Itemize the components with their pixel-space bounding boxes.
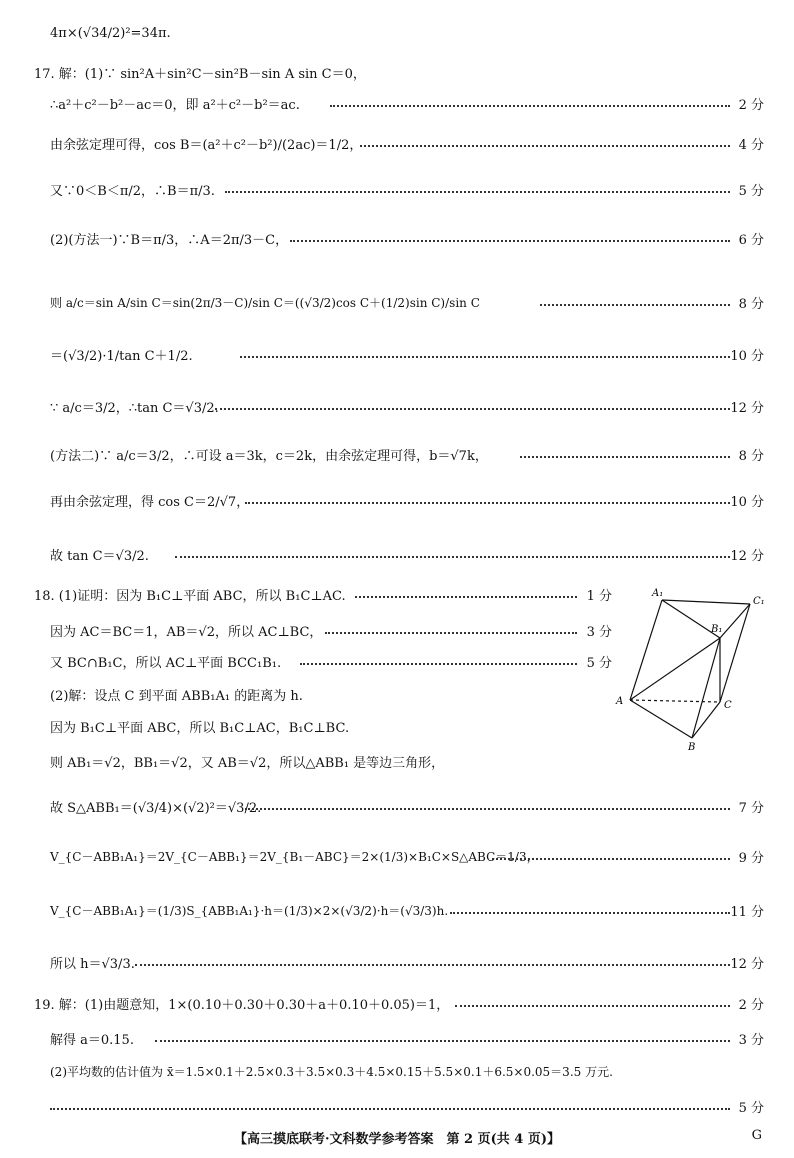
score-label: 4 分 [738,137,764,153]
answer-line [0,392,794,420]
line-text: 因为 AC＝BC＝1，AB＝√2，所以 AC⊥BC， [50,624,323,640]
score-label: 3 分 [738,1032,764,1048]
label-c1: C₁ [753,596,765,607]
score-label: 2 分 [738,997,764,1013]
answer-line [0,288,794,316]
label-c: C [724,700,732,711]
dot-leader [330,89,730,117]
dot-leader [245,792,730,820]
prism-figure [610,582,780,752]
answer-line [0,896,794,924]
edge-b-c [692,702,720,738]
line-text: 故 tan C＝√3/2. [50,548,149,564]
answer-line [0,440,794,468]
line-text: (2)解：设点 C 到平面 ABB₁A₁ 的距离为 h. [50,688,303,704]
answer-line [0,224,794,252]
line-text: 17. 解：(1)∵ sin²A＋sin²C－sin²B－sin A sin C＝0， [34,66,366,82]
score-label: 6 分 [738,232,764,248]
answer-line [0,129,794,157]
dot-leader [520,440,730,468]
dot-leader [135,948,730,976]
dot-leader [355,580,577,608]
line-text: 再由余弦定理，得 cos C＝2/√7， [50,494,250,510]
answer-line [0,486,794,514]
line-text: 18. (1)证明：因为 B₁C⊥平面 ABC，所以 B₁C⊥AC. [34,588,346,604]
dot-leader [175,540,730,568]
label-a1: A₁ [652,588,664,599]
score-label: 7 分 [738,800,764,816]
label-b1: B₁ [711,624,723,635]
line-text: 则 AB₁＝√2，BB₁＝√2，又 AB＝√2，所以△ABB₁ 是等边三角形， [50,755,445,771]
label-a: A [616,696,624,707]
page-footer [0,1126,794,1148]
dot-leader [215,392,730,420]
line-text: (2)平均数的估计值为 x̄＝1.5×0.1＋2.5×0.3＋3.5×0.3＋4.5×0.15＋5.5×0.1＋6.5×0.05＝3.5 万元. [50,1064,613,1079]
line-text: 所以 h＝√3/3. [50,956,135,972]
line-text: 解得 a＝0.15. [50,1032,134,1048]
footer-title: 【高三摸底联考·文科数学参考答案 第 2 页(共 4 页)】 [233,1132,561,1147]
dot-leader [50,1092,730,1120]
dot-leader [225,175,730,203]
score-label: 12 分 [730,400,764,416]
edge-b1-c1 [720,604,750,638]
dot-leader [155,1024,730,1052]
dot-leader [245,486,730,514]
score-label: 10 分 [730,494,764,510]
dot-leader [540,288,730,316]
answer-line [0,1057,794,1085]
answer-line [0,340,794,368]
score-label: 10 分 [730,348,764,364]
score-label: 5 分 [586,655,612,671]
line-text: 19. 解：(1)由题意知，1×(0.10＋0.30＋0.30＋a＋0.10＋0.05)＝1， [34,997,450,1013]
score-label: 11 分 [730,904,764,920]
line-text: (方法二)∵ a/c＝3/2，∴可设 a＝3k，c＝2k，由余弦定理可得，b＝√7k， [50,448,488,464]
answer-line [0,948,794,976]
dot-leader [492,842,730,870]
line-text: V_{C－ABB₁A₁}＝(1/3)S_{ABB₁A₁}·h＝(1/3)×2×(√3/2)·h＝(√3/3)h. [50,903,449,918]
answer-line [0,540,794,568]
edge-a-a1 [630,600,662,700]
line-text: V_{C－ABB₁A₁}＝2V_{C－ABB₁}＝2V_{B₁－ABC}＝2×(1/3)×B₁C×S△ABC＝1/3， [50,849,539,864]
dot-leader [300,647,577,675]
dot-leader [360,129,730,157]
footer-code: G [751,1128,762,1143]
line-text: (2)(方法一)∵B＝π/3，∴A＝2π/3－C， [50,232,289,248]
answer-line [0,175,794,203]
dot-leader [290,224,730,252]
edge-a-b [630,700,692,738]
edge-a-b1 [630,638,720,700]
edge-b-b1 [692,638,720,738]
edge-c1-c [720,604,750,702]
edge-a-c-hidden [630,700,720,702]
edge-a1-c1 [662,600,750,604]
line-text: 故 S△ABB₁＝(√3/4)×(√2)²＝√3/2. [50,800,262,816]
problem-17-header [0,58,794,86]
problem-19-header [0,989,794,1017]
score-label: 1 分 [586,588,612,604]
score-label: 2 分 [738,97,764,113]
label-b: B [688,742,696,752]
answer-line [0,1024,794,1052]
dot-leader [455,989,730,1017]
dot-leader [325,616,577,644]
score-label: 8 分 [738,296,764,312]
line-text: ∴a²＋c²－b²－ac＝0，即 a²＋c²－b²＝ac. [50,97,300,113]
line-text: ∵ a/c＝3/2，∴tan C＝√3/2. [50,400,219,416]
answer-line [0,792,794,820]
score-label: 3 分 [586,624,612,640]
line-text: ＝(√3/2)·1/tan C＋1/2. [50,348,193,364]
score-label: 5 分 [738,1100,764,1116]
answer-line [0,89,794,117]
score-label: 12 分 [730,956,764,972]
answer-line [0,842,794,870]
line-text: 则 a/c＝sin A/sin C＝sin(2π/3－C)/sin C＝((√3/2)cos C＋(1/2)sin C)/sin C [50,295,480,310]
line-text: 4π×(√34/2)²=34π. [50,25,171,41]
score-label: 12 分 [730,548,764,564]
score-label: 8 分 [738,448,764,464]
line-text: 因为 B₁C⊥平面 ABC，所以 B₁C⊥AC，B₁C⊥BC. [50,720,350,736]
line-text: 又∵0＜B＜π/2，∴B＝π/3. [50,183,215,199]
answer-line [0,1092,794,1120]
dot-leader [450,896,730,924]
dot-leader [240,340,730,368]
line-text: 又 BC∩B₁C，所以 AC⊥平面 BCC₁B₁. [50,655,282,671]
answer-line [0,19,794,47]
score-label: 9 分 [738,850,764,866]
score-label: 5 分 [738,183,764,199]
line-text: 由余弦定理可得，cos B＝(a²＋c²－b²)/(2ac)＝1/2， [50,137,363,153]
